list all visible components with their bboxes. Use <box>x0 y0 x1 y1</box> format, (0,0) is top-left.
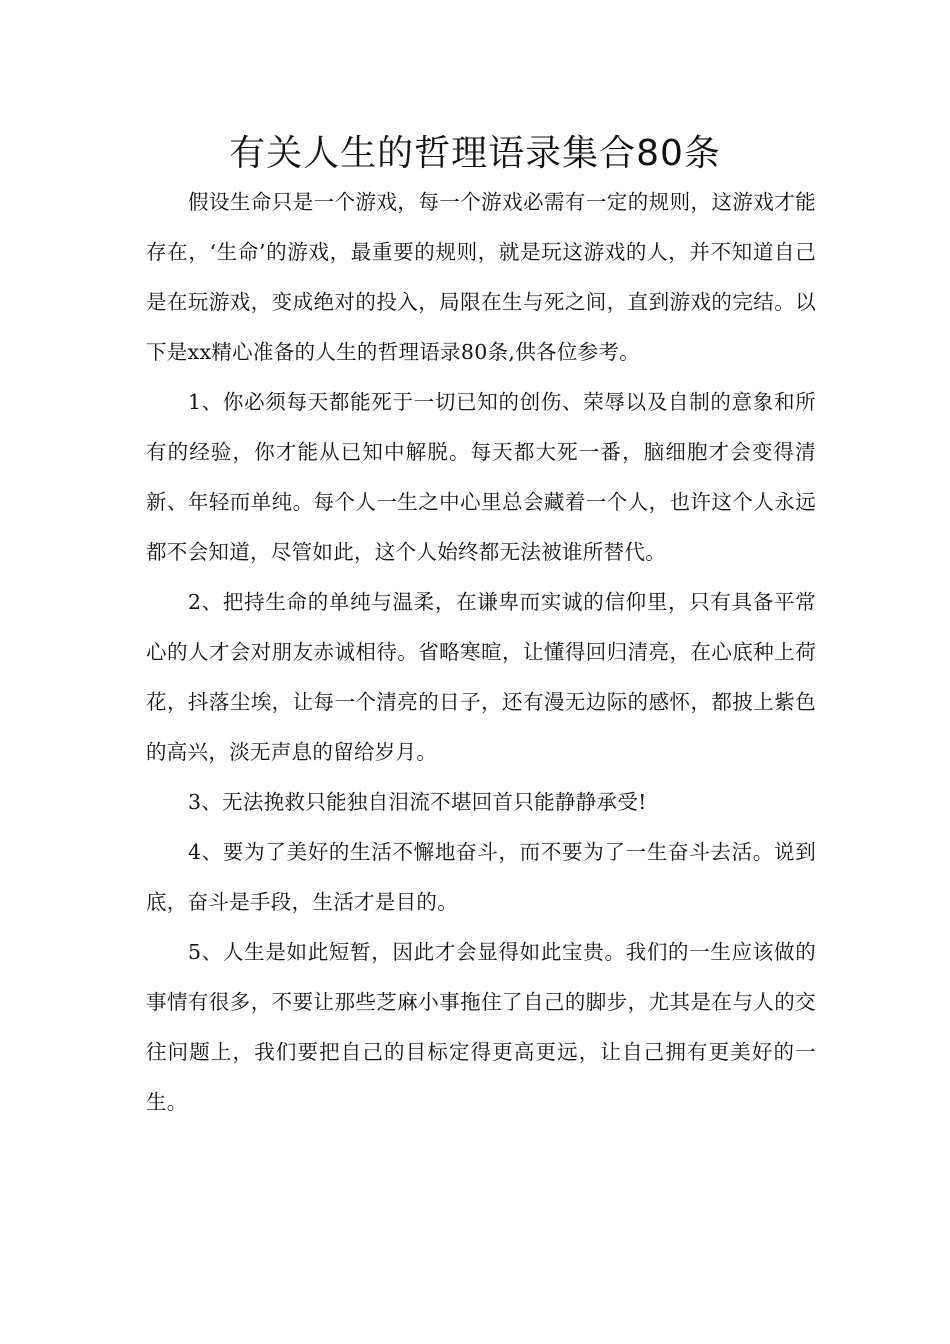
paragraph-quote-1: 1、你必须每天都能死于一切已知的创伤、荣辱以及自制的意象和所有的经验，你才能从已知中解脱。每天都大死一番，脑细胞才会变得清新、年轻而单纯。每个人一生之中心里总会藏着一个人，也许这个人永远都不会知道，尽管如此，这个人始终都无法被谁所替代。 <box>146 390 816 564</box>
paragraph-quote-5: 5、人生是如此短暂，因此才会显得如此宝贵。我们的一生应该做的事情有很多，不要让那些芝麻小事拖住了自己的脚步，尤其是在与人的交往问题上，我们要把自己的目标定得更高更远，让自己拥有更美好的一生。 <box>146 940 816 1114</box>
document-body <box>146 177 816 1127</box>
paragraph-intro: 假设生命只是一个游戏，每一个游戏必需有一定的规则，这游戏才能存在，‘生命’的游戏，最重要的规则，就是玩这游戏的人，并不知道自己是在玩游戏，变成绝对的投入，局限在生与死之间，直到游戏的完结。以下是xx精心准备的人生的哲理语录80条,供各位参考。 <box>146 190 816 364</box>
paragraph-quote-3: 3、无法挽救只能独自泪流不堪回首只能静静承受! <box>188 790 647 814</box>
paragraph-quote-4: 4、要为了美好的生活不懈地奋斗，而不要为了一生奋斗去活。说到底，奋斗是手段，生活才是目的。 <box>146 840 816 914</box>
document-title: 有关人生的哲理语录集合80条 <box>229 133 721 174</box>
paragraph-quote-2: 2、把持生命的单纯与温柔，在谦卑而实诚的信仰里，只有具备平常心的人才会对朋友赤诚相待。省略寒暄，让懂得回归清亮，在心底种上荷花，抖落尘埃，让每一个清亮的日子，还有漫无边际的感怀，都披上紫色的高兴，淡无声息的留给岁月。 <box>146 590 816 764</box>
